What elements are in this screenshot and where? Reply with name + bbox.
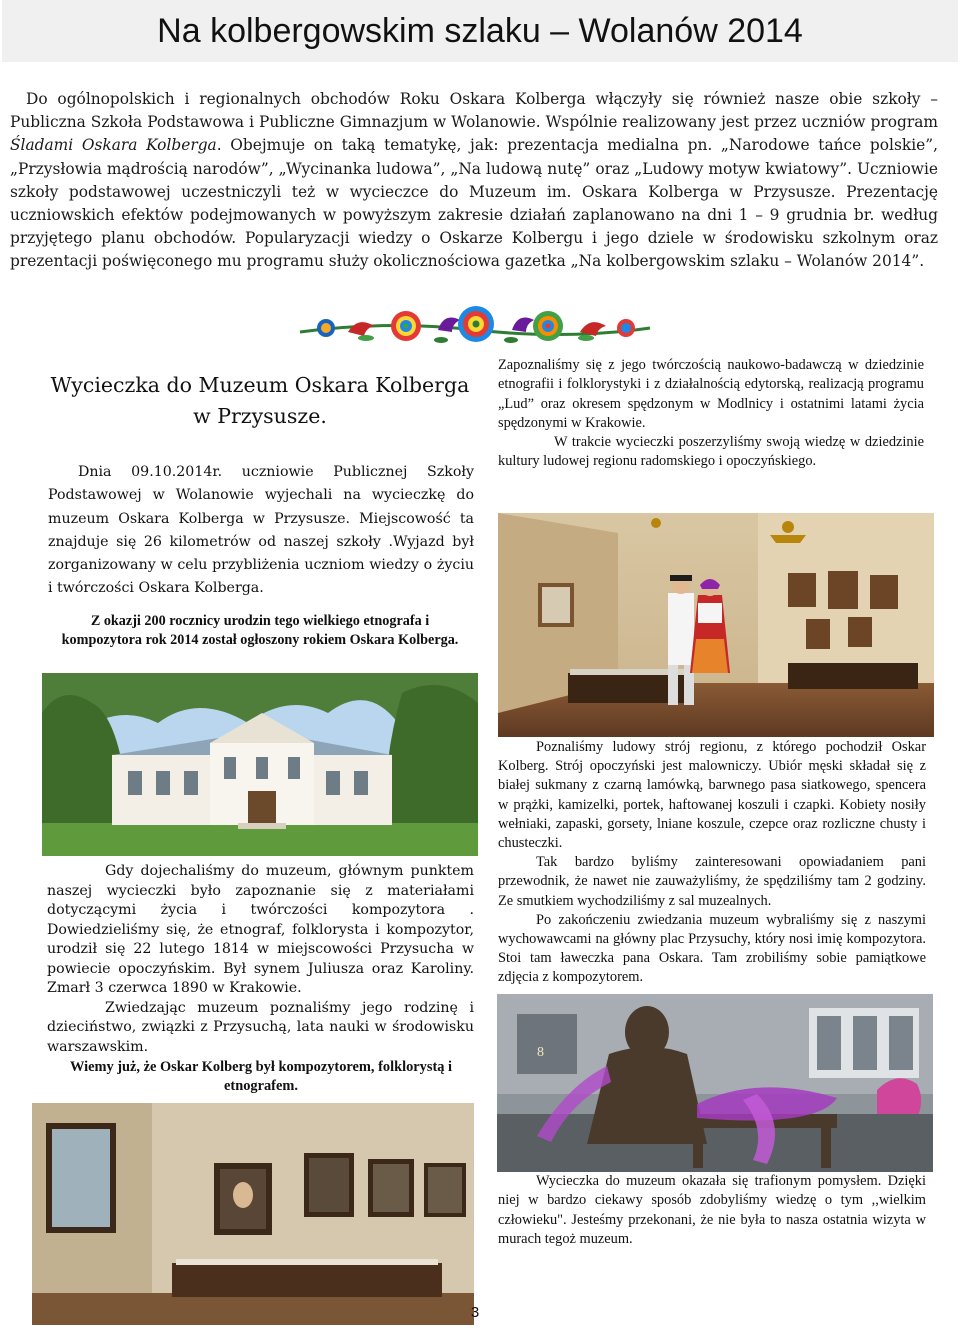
trip-knowledge-text: W trakcie wycieczki poszerzyliśmy swoją wiedzę w dziedzinie kultury ludowej regionu radomskiego i opoczyńskiego.	[498, 434, 924, 470]
costume-text: Poznaliśmy ludowy strój regionu, z którego pochodził Oskar Kolberg. Strój opoczyński jest malowniczy. Ubiór męski składał się z białej sukmany z czarną lamówką, barwnego pasa siatkowego, spencera w prążki, kamizelki, portek, haftowanej koszuli i czapki. Kobiety nosiły wełniaki, zapaski, gorsety, lniane koszule, czepce oraz rozliczne chusty i chusteczki.	[498, 739, 926, 852]
guide-text: Tak bardzo byliśmy zainteresowani opowiadaniem pani przewodnik, że nawet nie zauważyliśmy, że spędziliśmy tam 2 godziny. Ze smutkiem wychodziliśmy z sal muzealnych.	[498, 854, 926, 909]
museum-interior-photo	[498, 513, 934, 737]
page-title: Na kolbergowskim szlaku – Wolanów 2014	[2, 0, 958, 62]
anniversary-note: Z okazji 200 rocznicy urodzin tego wielkiego etnografa i kompozytora rok 2014 został ogłoszony rokiem Oskara Kolberga.	[61, 613, 459, 648]
intro-text-2: . Obejmuje on taką tematykę, jak: prezentacja medialna pn. „Narodowe tańce polskie”, „Przysłowia mądrością narodów”, „Wycinanka ludowa”, „Na ludową nutę” oraz „Ludowy motyw kwiatowy”. Uczniowie szkoły podstawowej uczestniczyli też w wycieczce do Muzeum im. Oskara Kolberga w Przysusze. Prezentację uczniowskich efektów podejmowanych w powyższym zakresie działań zaplanowano na dni 1 – 9 grudnia br. według przyjętego planu obchodów. Popularyzacji wiedzy o Oskarze Kolbergu i jego dziele w środowisku szkolnym oraz prezentacji poświęconego mu programu służy okolicznościowa gazetka „Na kolbergowskim szlaku – Wolanów 2014”.	[10, 136, 938, 271]
square-text: Po zakończeniu zwiedzania muzeum wybraliśmy się z naszymi wychowawcami na główny plac Przysuchy, który nosi imię kompozytora. Stoi tam ławeczka pana Oskara. Tam zrobiliśmy sobie pamiątkowe zdjęcia z kompozytorem.	[498, 911, 926, 986]
folk-papercut-decoration	[296, 302, 654, 346]
intro-text-1: Do ogólnopolskich i regionalnych obchodów Roku Oskara Kolberga włączyły się również nasze obie szkoły – Publiczna Szkoła Podstawowa i Publiczne Gimnazjum w Wolanowie. Wspólnie realizowany jest przez uczniów program	[10, 90, 938, 132]
section-heading: Wycieczka do Muzeum Oskara Kolberga w Przysusze.	[50, 373, 470, 428]
museum-work-text: Zapoznaliśmy się z jego twórczością naukowo-badawczą w dziedzinie etnografii i folklorystyki i z działalnością edytorską, realizacją programu „Lud” oraz okresem spędzonym w Modlnicy i ostatnimi latami życia spędzonymi w Krakowie.	[498, 357, 924, 431]
composer-note: Wiemy już, że Oskar Kolberg był kompozytorem, folklorystą i etnografem.	[69, 1059, 453, 1094]
costume-paragraph	[498, 738, 926, 988]
trip-intro-paragraph: Dnia 09.10.2014r. uczniowie Publicznej Szkoły Podstawowej w Wolanowie wyjechali na wycieczkę do muzeum Oskara Kolberga w Przysusze. Miejscowość ta znajduje się 26 kilometrów od naszej szkoły .Wyjazd był zorganizowany w celu przybliżenia uczniom wiedzy o życiu i twórczości Oskara Kolberga.	[48, 464, 474, 597]
trip-summary-paragraph: Wycieczka do muzeum okazała się trafionym pomysłem. Dzięki niej w bardzo ciekawy sposób zdobyliśmy wiedzę o tym ,,wielkim człowieku". Jesteśmy przekonani, że nie była to nasza ostatnia wizyta w murach tegoż muzeum.	[498, 1173, 926, 1247]
museum-work-paragraph	[498, 356, 924, 472]
museum-visit-paragraph	[47, 862, 474, 1057]
kolberg-bench-statue-photo	[497, 994, 933, 1172]
page-number: 3	[470, 1304, 480, 1321]
portrait-room-photo	[32, 1103, 474, 1325]
family-text: Zwiedzając muzeum poznaliśmy jego rodzinę i dzieciństwo, związki z Przysuchą, lata nauki w środowisku warszawskim.	[47, 999, 474, 1055]
bench-plaque-number: 8	[537, 1045, 544, 1060]
intro-paragraph	[10, 88, 938, 274]
manor-house-photo	[42, 673, 478, 856]
program-name: Śladami Oskara Kolberga	[10, 136, 217, 155]
museum-visit-text: Gdy dojechaliśmy do muzeum, głównym punktem naszej wycieczki było zapoznanie się z materiałami dotyczącymi życia i twórczości kompozytora . Dowiedzieliśmy się, że etnograf, folklorysta i kompozytor, urodził się 22 lutego 1814 w miejscowości Przysucha w powiecie opoczyńskim. Był synem Juliusza oraz Karoliny. Zmarł 3 czerwca 1890 w Krakowie.	[47, 863, 474, 996]
